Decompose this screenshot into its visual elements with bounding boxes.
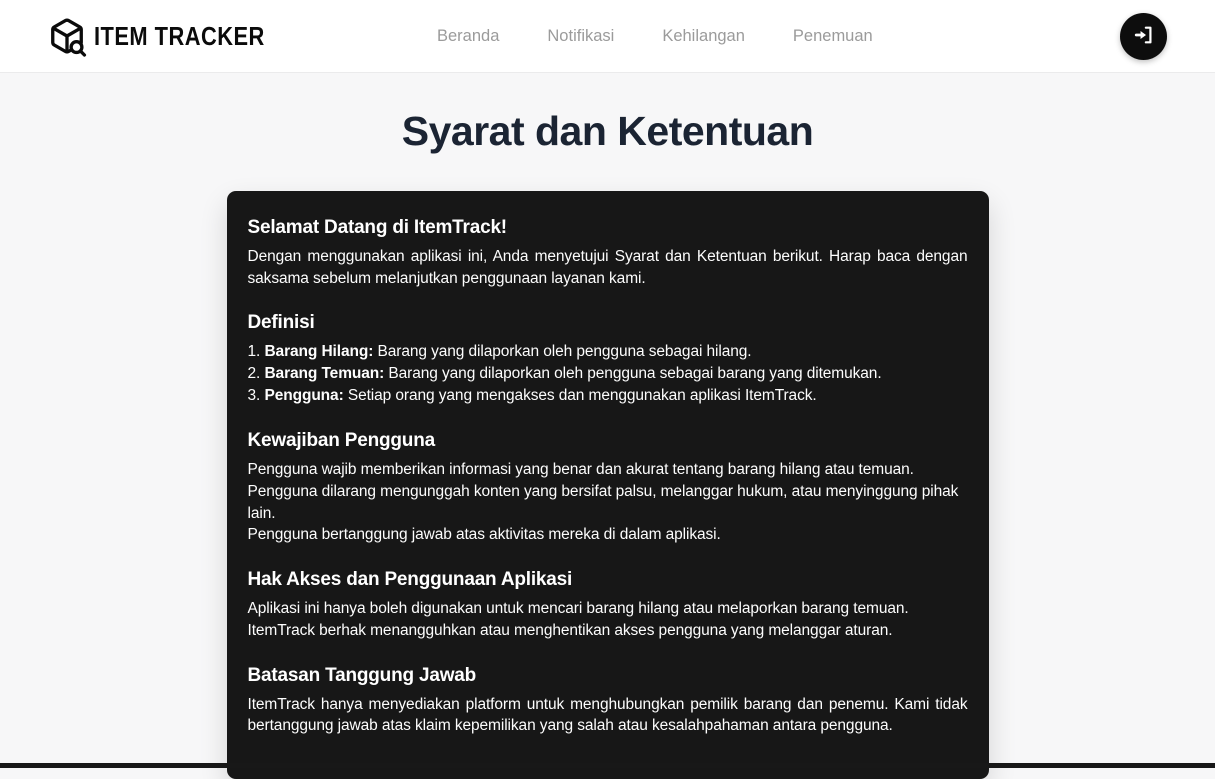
brand-logo[interactable] [48, 17, 274, 55]
section-welcome-paragraph: Dengan menggunakan aplikasi ini, Anda menyetujui Syarat dan Ketentuan berikut. Harap baca dengan saksama sebelum melanjutkan penggunaan layanan kami. [247, 248, 968, 287]
list-item-text: Barang yang dilaporkan oleh pengguna sebagai hilang. [373, 343, 752, 361]
nav-link-kehilangan[interactable]: Kehilangan [662, 27, 745, 45]
section-definisi [248, 312, 968, 407]
list-item-term: Barang Temuan: [264, 365, 385, 383]
section-welcome [248, 217, 968, 289]
nav-link-notifikasi[interactable]: Notifikasi [547, 27, 615, 45]
section-batasan-heading: Batasan Tanggung Jawab [247, 664, 477, 686]
terms-card [227, 191, 989, 779]
list-item-text: Setiap orang yang mengakses dan menggunakan aplikasi ItemTrack. [343, 387, 817, 405]
box-search-icon [48, 17, 86, 55]
list-item-number: 3. [247, 387, 261, 405]
section-hak-akses-paragraph: ItemTrack berhak menangguhkan atau menghentikan akses pengguna yang melanggar aturan. [247, 621, 893, 639]
nav-link-penemuan[interactable]: Penemuan [792, 27, 873, 45]
section-batasan [248, 665, 968, 737]
main-content [0, 108, 1215, 779]
section-hak-akses [248, 569, 968, 641]
list-item [248, 363, 968, 385]
footer-bar [0, 763, 1215, 768]
list-item [248, 341, 968, 363]
section-kewajiban-heading: Kewajiban Pengguna [247, 430, 435, 452]
section-hak-akses-paragraph: Aplikasi ini hanya boleh digunakan untuk mencari barang hilang atau melaporkan barang temuan. [247, 600, 909, 618]
section-hak-akses-heading: Hak Akses dan Penggunaan Aplikasi [247, 569, 573, 591]
list-item-number: 1. [247, 343, 261, 361]
list-item-text: Barang yang dilaporkan oleh pengguna sebagai barang yang ditemukan. [384, 365, 882, 383]
login-button[interactable] [1120, 13, 1167, 60]
section-kewajiban-paragraph: Pengguna wajib memberikan informasi yang benar dan akurat tentang barang hilang atau temuan. [247, 461, 914, 479]
section-definisi-heading: Definisi [247, 312, 315, 334]
log-in-icon [1133, 24, 1155, 49]
section-batasan-paragraph: ItemTrack hanya menyediakan platform untuk menghubungkan pemilik barang dan penemu. Kami tidak bertanggung jawab atas klaim kepemilikan yang salah atau kesalahpahaman antara pengguna. [247, 695, 968, 735]
app-header [0, 0, 1215, 73]
section-welcome-heading: Selamat Datang di ItemTrack! [247, 217, 507, 238]
section-kewajiban-paragraph: Pengguna dilarang mengunggah konten yang bersifat palsu, melanggar hukum, atau menyinggung pihak lain. [247, 483, 959, 522]
nav-link-beranda[interactable]: Beranda [437, 27, 500, 45]
list-item-number: 2. [247, 365, 261, 383]
page-title: Syarat dan Ketentuan [401, 108, 814, 154]
main-nav [437, 0, 873, 73]
list-item [248, 385, 968, 407]
section-kewajiban-paragraph: Pengguna bertanggung jawab atas aktivitas mereka di dalam aplikasi. [247, 526, 721, 544]
section-kewajiban [248, 430, 968, 546]
definition-list [248, 341, 968, 407]
list-item-term: Barang Hilang: [264, 343, 374, 361]
list-item-term: Pengguna: [264, 387, 344, 405]
brand-name: ITEM TRACKER [94, 20, 265, 50]
